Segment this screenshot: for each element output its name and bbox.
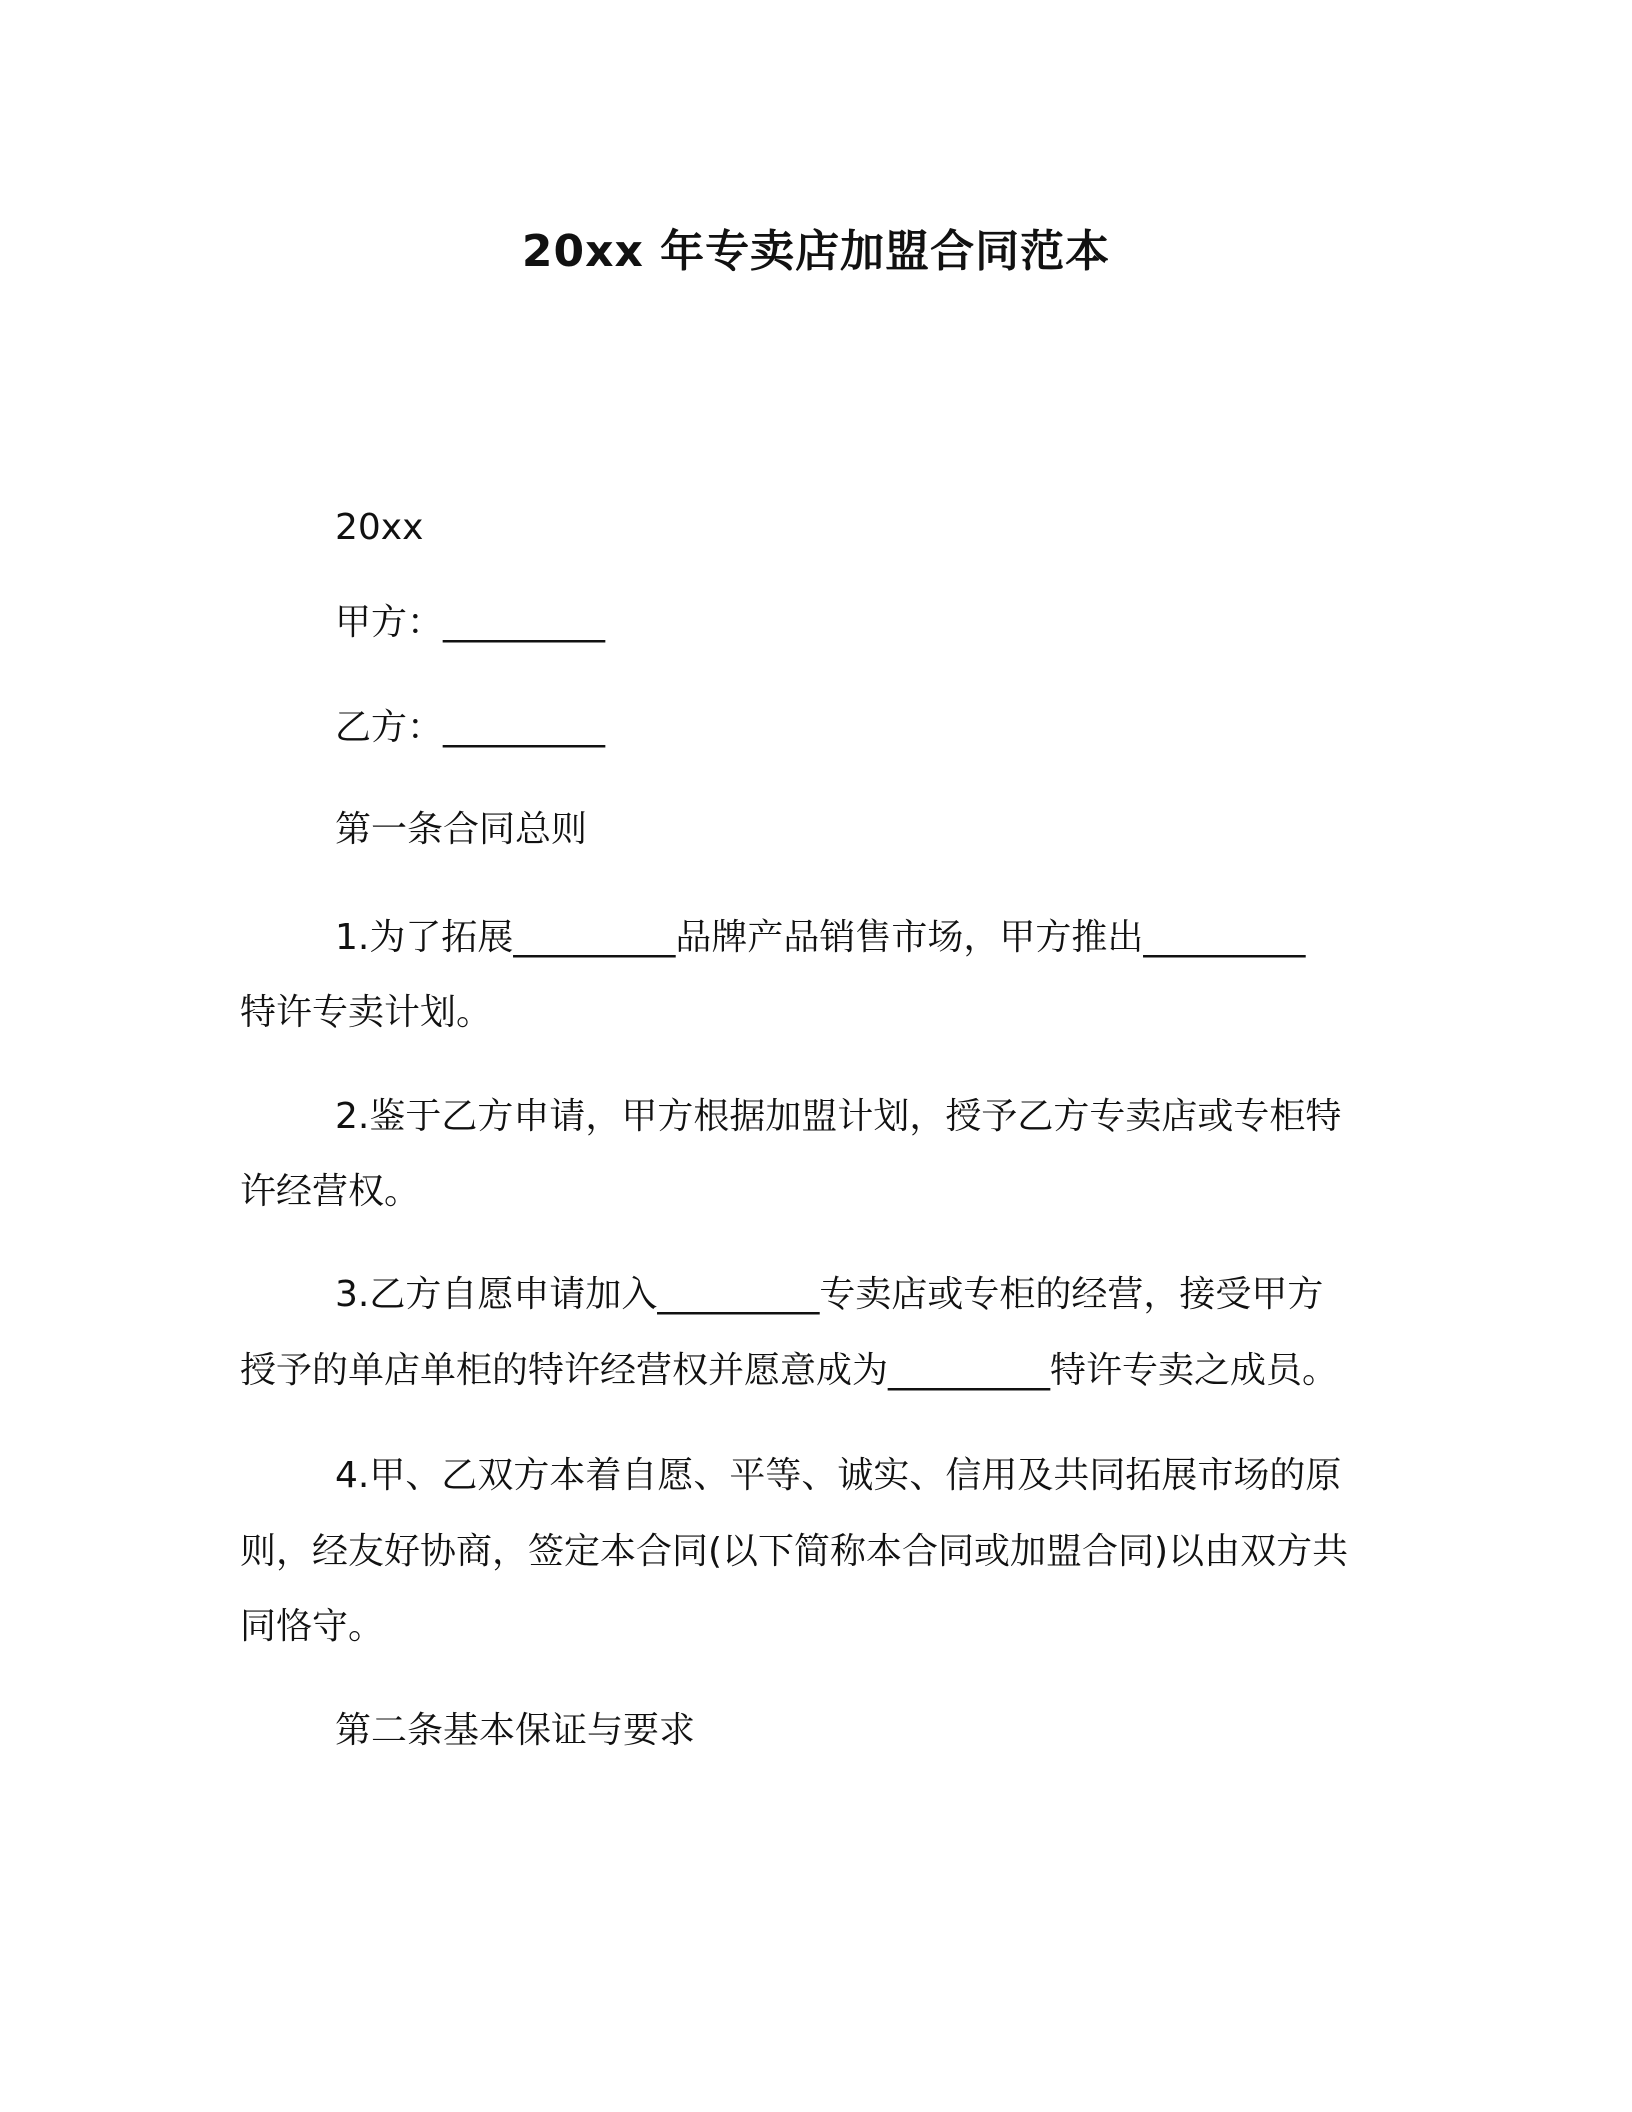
clause3-line1: 3.乙方自愿申请加入_________专卖店或专柜的经营，接受甲方 (335, 1274, 1324, 1315)
clause1-line1: 1.为了拓展_________品牌产品销售市场，甲方推出_________ (335, 917, 1306, 958)
clause4-line2: 则，经友好协商，签定本合同(以下简称本合同或加盟合同)以由双方共 (240, 1531, 1349, 1572)
clause4-line3: 同恪守。 (240, 1606, 385, 1647)
document-title: 20xx 年专卖店加盟合同范本 (521, 226, 1111, 277)
clause4-line1: 4.甲、乙双方本着自愿、平等、诚实、信用及共同拓展市场的原 (335, 1455, 1342, 1496)
clause3-line2: 授予的单店单柜的特许经营权并愿意成为_________特许专卖之成员。 (240, 1350, 1339, 1391)
party-b-line: 乙方：_________ (335, 707, 606, 748)
clause2-line2: 许经营权。 (240, 1171, 421, 1212)
section2-heading: 第二条基本保证与要求 (335, 1710, 696, 1751)
year-line: 20xx (335, 507, 424, 548)
party-a-line: 甲方：_________ (335, 602, 606, 643)
clause2-line1: 2.鉴于乙方申请，甲方根据加盟计划，授予乙方专卖店或专柜特 (335, 1096, 1342, 1137)
clause1-line2: 特许专卖计划。 (240, 992, 493, 1033)
section1-heading: 第一条合同总则 (335, 809, 588, 850)
